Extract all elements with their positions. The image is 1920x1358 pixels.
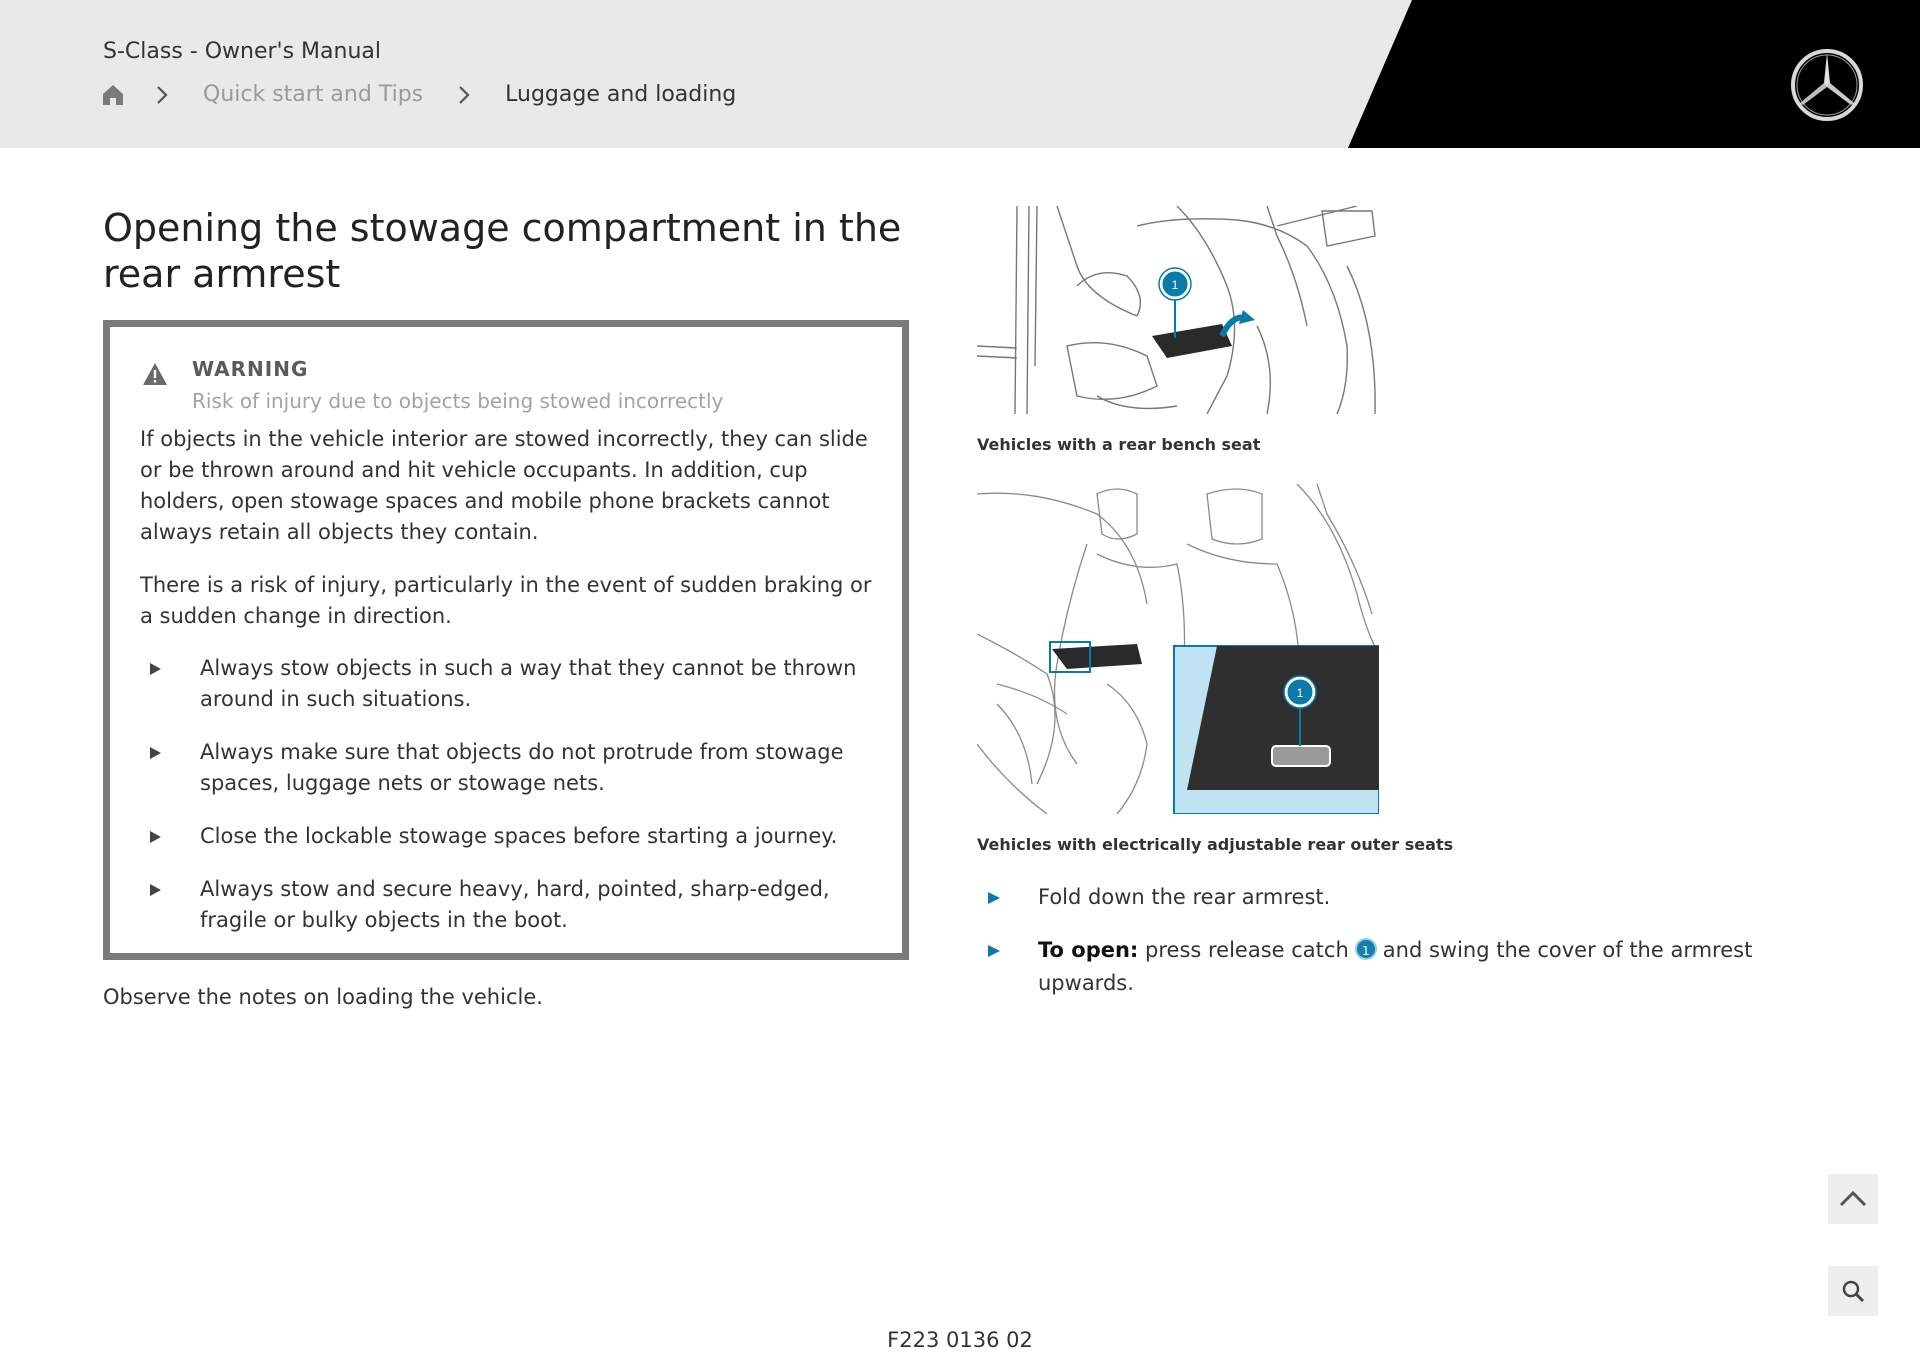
- header-black-panel: [0, 0, 1920, 148]
- warning-subtitle: Risk of injury due to objects being stowed incorrectly: [192, 389, 724, 413]
- instruction-steps: [983, 881, 1763, 1020]
- chevron-up-icon: [1838, 1189, 1868, 1209]
- bullet-triangle-icon: [150, 831, 161, 843]
- list-item: [140, 821, 880, 852]
- step-text: and swing the cover of the armrest upwards.: [1038, 938, 1753, 995]
- list-item-text: Always stow objects in such a way that they cannot be thrown around in such situations.: [200, 656, 857, 711]
- bullet-triangle-icon: [150, 663, 161, 675]
- home-icon[interactable]: [101, 83, 125, 107]
- observe-note: Observe the notes on loading the vehicle.: [103, 985, 543, 1009]
- warning-paragraph: There is a risk of injury, particularly in the event of sudden braking or a sudden change in direction.: [140, 573, 872, 628]
- chevron-right-icon: [155, 85, 169, 105]
- list-item-text: Always stow and secure heavy, hard, pointed, sharp-edged, fragile or bulky objects in the boot.: [200, 877, 830, 932]
- step-triangle-icon: [988, 945, 1000, 957]
- mercedes-star-logo[interactable]: [1789, 47, 1865, 123]
- step-item: [983, 934, 1763, 1000]
- step-label: To open:: [1038, 938, 1139, 962]
- breadcrumb-item-current: Luggage and loading: [505, 82, 737, 107]
- callout-number: 1: [1171, 278, 1179, 292]
- bullet-triangle-icon: [150, 747, 161, 759]
- warning-paragraph: If objects in the vehicle interior are stowed incorrectly, they can slide or be thrown around and hit vehicle occupants. In addition, cup holders, open stowage spaces and mobile phone brackets cannot always retain all objects they contain.: [140, 427, 868, 544]
- list-item-text: Always make sure that objects do not protrude from stowage spaces, luggage nets or stowage nets.: [200, 740, 844, 795]
- list-item: [140, 653, 880, 715]
- chevron-right-icon: [457, 85, 471, 105]
- bullet-triangle-icon: [150, 884, 161, 896]
- release-catch-callout-icon: 1: [1355, 938, 1377, 960]
- step-item: [983, 881, 1763, 914]
- figure-caption: Vehicles with a rear bench seat: [977, 435, 1261, 454]
- scroll-to-top-button[interactable]: [1828, 1174, 1878, 1224]
- rear-bench-seat-illustration: [977, 206, 1379, 414]
- warning-bullet-list: [140, 653, 880, 958]
- manual-title[interactable]: S-Class - Owner's Manual: [103, 39, 381, 64]
- rear-outer-seats-illustration: [977, 484, 1379, 814]
- breadcrumb: [101, 82, 736, 107]
- list-item: [140, 737, 880, 799]
- search-icon: [1840, 1278, 1866, 1304]
- step-triangle-icon: [988, 892, 1000, 904]
- figure-caption: Vehicles with electrically adjustable rear outer seats: [977, 835, 1454, 854]
- search-button[interactable]: [1828, 1266, 1878, 1316]
- page-title: Opening the stowage compartment in the rear armrest: [103, 206, 902, 296]
- step-text: Fold down the rear armrest.: [1038, 885, 1331, 909]
- step-text: press release catch: [1145, 938, 1349, 962]
- document-code: F223 0136 02: [887, 1328, 1033, 1352]
- callout-number: 1: [1296, 686, 1304, 700]
- list-item-text: Close the lockable stowage spaces before starting a journey.: [200, 824, 838, 848]
- list-item: [140, 874, 880, 936]
- breadcrumb-item-quick-start[interactable]: Quick start and Tips: [203, 82, 424, 107]
- warning-label: WARNING: [192, 357, 309, 381]
- warning-box: [103, 320, 909, 960]
- warning-triangle-icon: [142, 362, 168, 386]
